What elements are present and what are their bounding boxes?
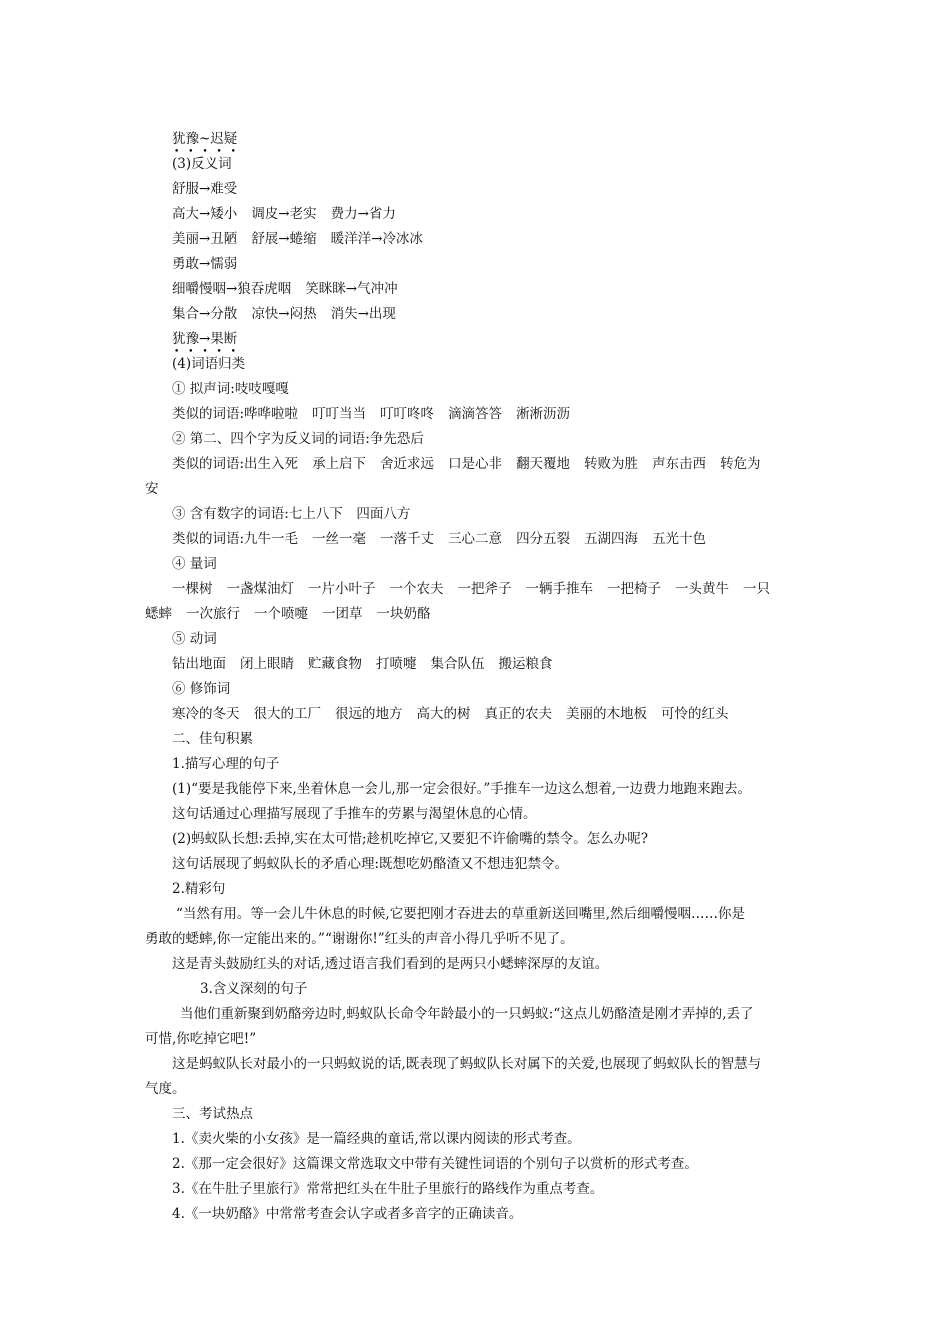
exam-item: 3.《在牛肚子里旅行》常常把红头在牛肚子里旅行的路线作为重点考查。 <box>172 1181 604 1197</box>
antonym-chars: ② 第二、四个字为反义词的词语:争先恐后 <box>172 431 424 447</box>
sentence-1b-note: 这句话展现了蚂蚁队长的矛盾心理:既想吃奶酪渣又不想违犯禁令。 <box>172 856 569 872</box>
antonym-row-3: 美丽→丑陋 舒展→蜷缩 暖洋洋→冷冰冰 <box>172 231 423 247</box>
measure-row-2: 蟋蟀 一次旅行 一个喷嚏 一团草 一块奶酪 <box>145 606 431 622</box>
antonym-row-4: 勇敢→懦弱 <box>172 256 238 272</box>
antonym-row-1: 舒服→难受 <box>172 181 238 197</box>
classify-heading: (4)词语归类 <box>172 356 246 372</box>
emphasis-dots: • • • • • <box>174 147 239 157</box>
modifiers-heading: ⑥ 修饰词 <box>172 681 231 697</box>
antonym-row-5: 细嚼慢咽→狼吞虎咽 笑眯眯→气冲冲 <box>172 281 398 297</box>
sentence-3-note-1: 这是蚂蚁队长对最小的一只蚂蚁说的话,既表现了蚂蚁队长对属下的关爱,也展现了蚂蚁队长的智慧与 <box>172 1056 762 1072</box>
exam-heading: 三、考试热点 <box>172 1106 253 1122</box>
antonym-row-6: 集合→分散 凉快→闷热 消失→出现 <box>172 306 396 322</box>
sentence-3-line-2: 可惜,你吃掉它吧!” <box>145 1031 257 1047</box>
onomatopoeia: ① 拟声词:吱吱嘎嘎 <box>172 381 289 397</box>
sentence-1a-note: 这句话通过心理描写展现了手推车的劳累与渴望休息的心情。 <box>172 806 537 822</box>
synonym-tail: 犹豫~迟疑 <box>172 131 238 147</box>
numbers-similar: 类似的词语:九牛一毛 一丝一毫 一落千丈 三心二意 四分五裂 五湖四海 五光十色 <box>172 531 707 547</box>
exam-item: 1.《卖火柴的小女孩》是一篇经典的童话,常以课内阅读的形式考查。 <box>172 1131 581 1147</box>
sentence-2-line-1: “当然有用。等一会儿牛休息的时候,它要把刚才吞进去的草重新送回嘴里,然后细嚼慢咽……你是 <box>176 906 745 922</box>
antonym-row-7: 犹豫→果断 <box>172 331 238 347</box>
antonym-row-2: 高大→矮小 调皮→老实 费力→省力 <box>172 206 396 222</box>
sentences-heading: 二、佳句积累 <box>172 731 253 747</box>
sentence-3-note-2: 气度。 <box>145 1081 186 1097</box>
measure-row-1: 一棵树 一盏煤油灯 一片小叶子 一个农夫 一把斧子 一辆手推车 一把椅子 一头黄牛 一只 <box>172 581 770 597</box>
numbers: ③ 含有数字的词语:七上八下 四面八方 <box>172 506 411 522</box>
measure-heading: ④ 量词 <box>172 556 217 572</box>
sentences-subheading-1: 1.描写心理的句子 <box>172 756 280 772</box>
sentence-3-line-1: 当他们重新聚到奶酪旁边时,蚂蚁队长命令年龄最小的一只蚂蚁:“这点儿奶酪渣是刚才弄掉的,丢了 <box>180 1006 754 1022</box>
verbs-row: 钻出地面 闭上眼睛 贮藏食物 打喷嚏 集合队伍 搬运粮食 <box>172 656 553 672</box>
modifiers-row: 寒冷的冬天 很大的工厂 很远的地方 高大的树 真正的农夫 美丽的木地板 可怜的红头 <box>172 706 729 722</box>
sentence-2-note: 这是青头鼓励红头的对话,透过语言我们看到的是两只小蟋蟀深厚的友谊。 <box>172 956 609 972</box>
antonym-chars-wrap: 安 <box>145 481 159 497</box>
sentence-1b: (2)蚂蚁队长想:丢掉,实在太可惜;趁机吃掉它,又要犯不许偷嘴的禁令。怎么办呢? <box>172 831 649 847</box>
exam-item: 4.《一块奶酪》中常常考查会认字或者多音字的正确读音。 <box>172 1206 523 1222</box>
antonym-chars-similar: 类似的词语:出生入死 承上启下 舍近求远 口是心非 翻天覆地 转败为胜 声东击西 转危为 <box>172 456 761 472</box>
sentences-subheading-2: 2.精彩句 <box>172 881 226 897</box>
sentences-subheading-3: 3.含义深刻的句子 <box>200 981 308 997</box>
emphasis-dots: • • • • • <box>174 347 239 357</box>
exam-item: 2.《那一定会很好》这篇课文常选取文中带有关键性词语的个别句子以赏析的形式考查。 <box>172 1156 698 1172</box>
sentence-1a: (1)“要是我能停下来,坐着休息一会儿,那一定会很好。”手推车一边这么想着,一边费力地跑来跑去。 <box>172 781 752 797</box>
sentence-2-line-2: 勇敢的蟋蟀,你一定能出来的。”“谢谢你!”红头的声音小得几乎听不见了。 <box>145 931 574 947</box>
onomatopoeia-similar: 类似的词语:哗哗啦啦 叮叮当当 叮叮咚咚 滴滴答答 淅淅沥沥 <box>172 406 571 422</box>
verbs-heading: ⑤ 动词 <box>172 631 217 647</box>
antonym-heading: (3)反义词 <box>172 156 232 172</box>
